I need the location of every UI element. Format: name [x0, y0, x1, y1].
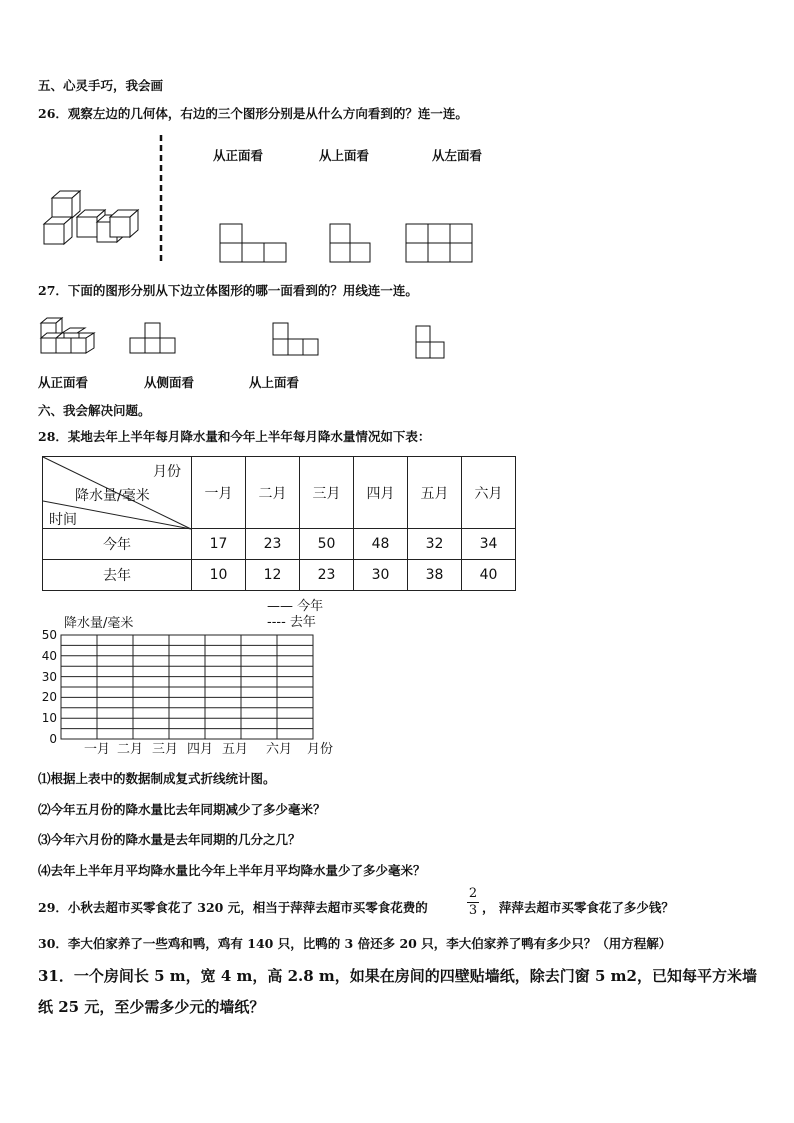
question-27-text: 27．下面的图形分别从下边立体图形的哪一面看到的？用线连一连。: [38, 283, 418, 298]
section-5-heading: 五、心灵手巧，我会画: [38, 78, 164, 93]
question-29-part1: 29．小秋去超市买零食花了 320 元，相当于萍萍去超市买零食花费的: [38, 900, 428, 915]
month-header: 三月: [300, 457, 354, 529]
chart-y-label: 降水量/毫米: [64, 616, 134, 631]
fraction-denominator: 3: [468, 903, 478, 918]
table-cell: 23: [300, 560, 354, 591]
month-header: 二月: [246, 457, 300, 529]
y-tick-label: 0: [49, 732, 57, 746]
table-cell: 10: [192, 560, 246, 591]
x-tick-label: 三月: [151, 742, 179, 757]
q26-label-top: 从上面看: [319, 148, 370, 163]
table-cell: 23: [246, 529, 300, 560]
q27-label-front: 从正面看: [38, 375, 89, 390]
q28-sub-2: ⑵今年五月份的降水量比去年同期减少了多少毫米？: [38, 802, 326, 817]
x-tick-label: 二月: [116, 742, 144, 757]
question-28-text: 28．某地去年上半年每月降水量和今年上半年每月降水量情况如下表：: [38, 429, 431, 444]
table-cell: 40: [462, 560, 516, 591]
month-header: 四月: [354, 457, 408, 529]
table-cell: 34: [462, 529, 516, 560]
y-tick-label: 40: [41, 649, 57, 663]
q28-sub-3: ⑶今年六月份的降水量是去年同期的几分之几？: [38, 832, 301, 847]
corner-rain-label: 降水量/毫米: [75, 488, 150, 504]
question-29-part2: ， 萍萍去超市买零食花了多少钱？: [482, 900, 674, 915]
table-cell: 30: [354, 560, 408, 591]
question-30-text: 30．李大伯家养了一些鸡和鸭，鸡有 140 只，比鸭的 3 倍还多 20 只，李大伯家养了鸭有多少只？（用方程解）: [38, 936, 672, 951]
x-tick-label: 五月: [221, 742, 249, 757]
grid-lines: [61, 635, 313, 739]
table-cell: 48: [354, 529, 408, 560]
question-26-text: 26．观察左边的几何体，右边的三个图形分别是从什么方向看到的？连一连。: [38, 106, 468, 121]
corner-month-label: 月份: [153, 464, 181, 480]
row-label: 去年: [43, 560, 192, 591]
table-cell: 32: [408, 529, 462, 560]
q28-sub-4: ⑷去年上半年月平均降水量比今年上半年月平均降水量少了多少毫米？: [38, 863, 426, 878]
y-tick-label: 50: [41, 628, 57, 642]
question-31-line-2: 纸 25 元，至少需多少元的墙纸？: [38, 998, 265, 1016]
table-cell: 17: [192, 529, 246, 560]
q26-label-front: 从正面看: [213, 148, 264, 163]
q27-label-top: 从上面看: [249, 375, 300, 390]
month-header: 五月: [408, 457, 462, 529]
y-tick-label: 10: [41, 711, 57, 725]
q26-label-left: 从左面看: [432, 148, 483, 163]
fraction-two-thirds: [467, 887, 479, 918]
table-cell: 38: [408, 560, 462, 591]
y-tick-label: 30: [41, 670, 57, 684]
month-header: 六月: [462, 457, 516, 529]
q27-label-side: 从侧面看: [144, 375, 195, 390]
table-cell: 50: [300, 529, 354, 560]
legend-last-year: ---- 去年: [267, 615, 316, 630]
month-header: 一月: [192, 457, 246, 529]
q28-sub-1: ⑴根据上表中的数据制成复式折线统计图。: [38, 771, 276, 786]
legend-this-year: —— 今年: [267, 599, 324, 614]
x-unit-label: 月份: [306, 742, 334, 757]
section-6-heading: 六、我会解决问题。: [38, 403, 151, 418]
x-tick-label: 四月: [186, 742, 214, 757]
row-label: 今年: [43, 529, 192, 560]
x-tick-label: 六月: [265, 742, 293, 757]
fraction-numerator: 2: [468, 886, 478, 901]
question-31-line-1: 31．一个房间长 5 m，宽 4 m，高 2.8 m，如果在房间的四壁贴墙纸，除去门窗 5 m2，已知每平方米墙: [38, 967, 757, 985]
corner-time-label: 时间: [49, 512, 77, 528]
y-tick-label: 20: [41, 690, 57, 704]
x-tick-label: 一月: [83, 742, 111, 757]
table-cell: 12: [246, 560, 300, 591]
